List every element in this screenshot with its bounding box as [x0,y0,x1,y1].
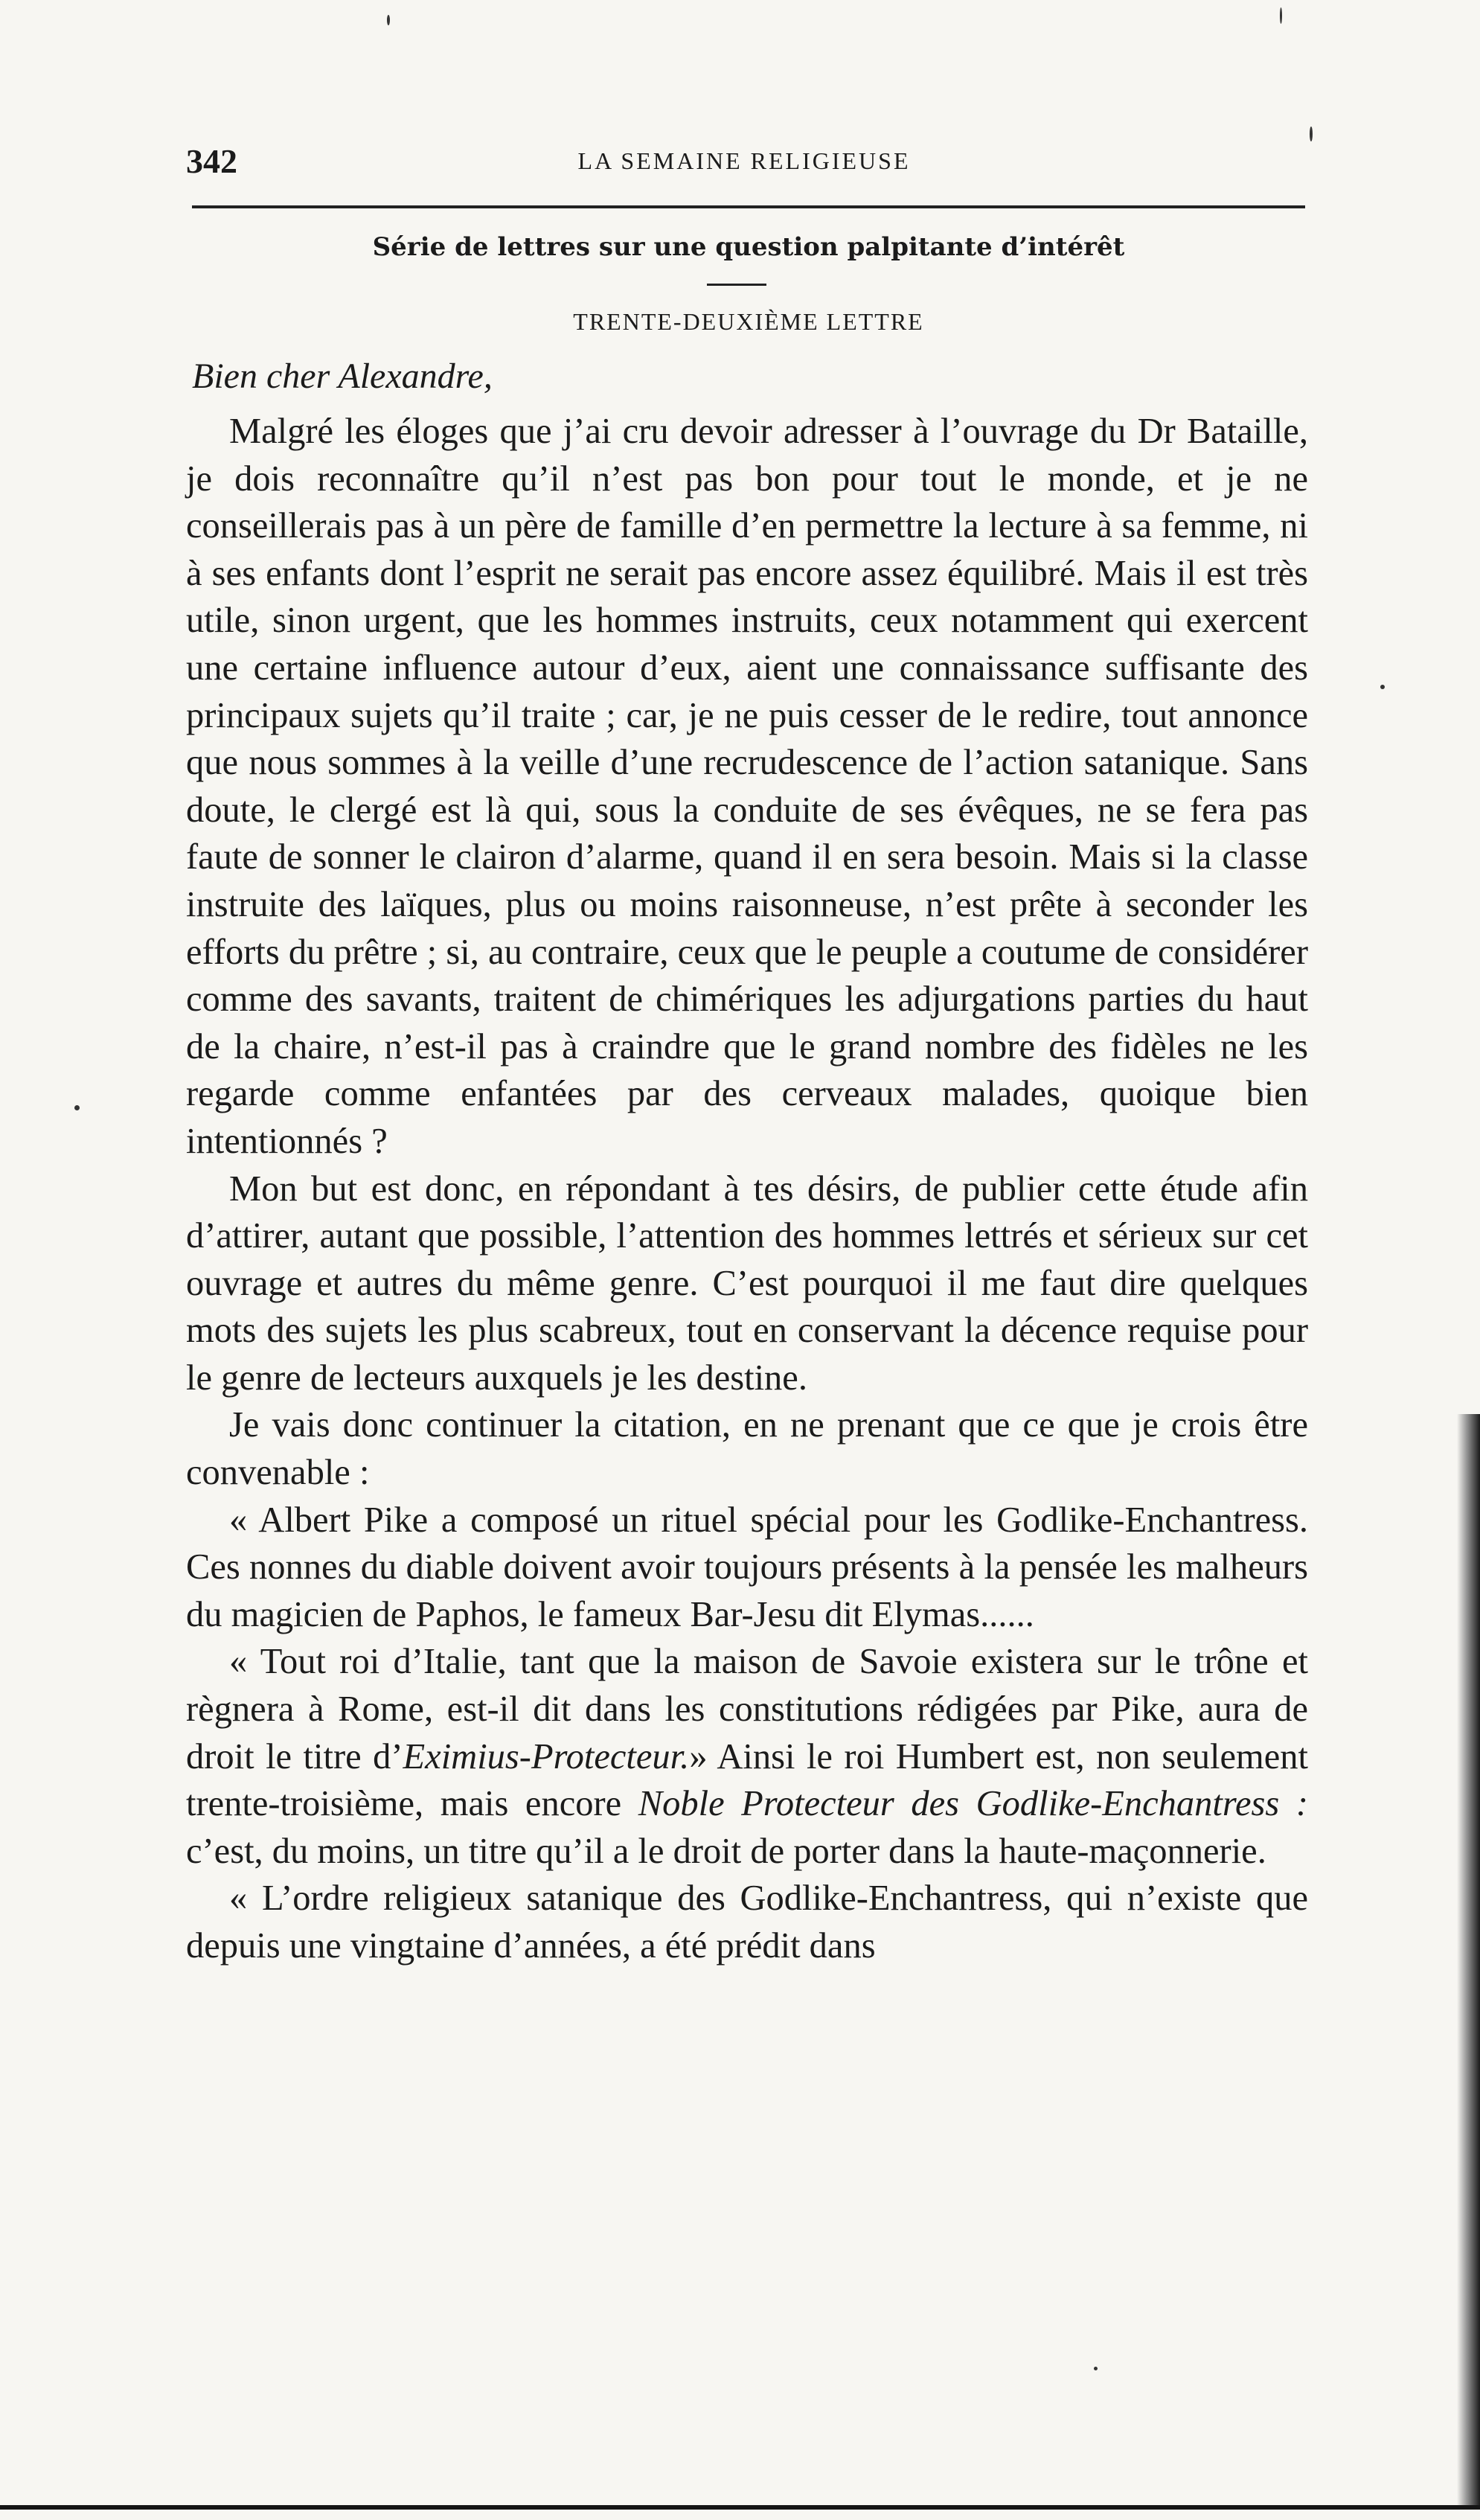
running-head [186,141,1302,186]
paragraph-5-italic-title: Eximius-Protecteur. [403,1736,690,1777]
header-rule [192,205,1305,208]
scan-speck [1380,685,1385,689]
paragraph-5 [186,1638,1308,1875]
salutation: Bien cher Alexandre, [192,356,493,396]
series-title: Série de lettres sur une question palpitante d’intérêt [372,232,1125,262]
paragraph-5-text-before: « Tout roi d’Italie, tant que la maison de Savoie existera sur le trône et règnera à Rome, est-il dit dans les constitutions rédigées par Pike, aura de droit le titre d’ [186,1642,1308,1777]
paragraph-1: Malgré les éloges que j’ai cru devoir adresser à l’ouvrage du Dr Bataille, je dois reconnaître qu’il n’est pas bon pour tout le monde, et je ne conseillerais pas à un père de famille d’en permettre la lecture à sa femme, ni à ses enfants dont l’esprit ne serait pas encore assez équilibré. Mais il est très utile, sinon urgent, que les hommes instruits, ceux notamment qui exercent une certaine influence autour d’eux, aient une connaissance suffisante des principaux sujets qu’il traite ; car, je ne puis cesser de le redire, tout annonce que nous sommes à la veille d’une recrudescence de l’action satanique. Sans doute, le clergé est là qui, sous la conduite de ses évêques, ne se fera pas faute de sonner le clairon d’alarme, quand il en sera besoin. Mais si la classe instruite des laïques, plus ou moins raisonneuse, n’est prête à seconder les efforts du prêtre ; si, au contraire, ceux que le peuple a coutume de considérer comme des savants, traitent de chimériques les adjurgations parties du haut de la chaire, n’est-il pas à craindre que le grand nombre des fidèles ne les regarde comme enfantées par des cerveaux malades, quoique bien intentionnés ? [186,412,1308,1161]
paragraph-5-text-middle: » Ainsi le roi Humbert est, non seulement trente-troisième, mais encore [186,1736,1308,1824]
paragraph-5-text-after: c’est, du moins, un titre qu’il a le droit de porter dans la haute-maçonnerie. [186,1831,1266,1871]
scan-speck [74,1105,80,1110]
scan-speck [1094,2367,1098,2370]
paragraph-5-italic-phrase: Noble Protecteur des Godlike-Enchantress : [638,1784,1308,1824]
paragraph-2: Mon but est donc, en répondant à tes désirs, de publier cette étude afin d’attirer, autant que possible, l’attention des hommes lettrés et sérieux sur cet ouvrage et autres du même genre. C’est pourquoi il me faut dire quelques mots des sujets les plus scabreux, tout en conservant la décence requise pour le genre de lecteurs auxquels je les destine. [186,1168,1308,1398]
paragraph-4: « Albert Pike a composé un rituel spécial pour les Godlike-Enchantress. Ces nonnes du diable doivent avoir toujours présents à la pensée les malheurs du magicien de Paphos, le fameux Bar-Jesu dit Elymas...... [186,1500,1308,1634]
scan-speck [1280,7,1282,24]
letter-body [186,408,1308,1970]
paragraph-3: Je vais donc continuer la citation, en ne prenant que ce que je crois être convenable : [186,1405,1308,1493]
scan-speck [1310,127,1313,141]
paragraph-6: « L’ordre religieux satanique des Godlike-Enchantress, qui n’existe que depuis une vingtaine d’années, a été prédit dans [186,1878,1308,1966]
letter-heading: TRENTE-DEUXIÈME LETTRE [573,308,924,335]
section-divider [707,284,766,286]
scan-edge-shadow [1457,1414,1480,2508]
running-title: LA SEMAINE RELIGIEUSE [577,147,911,174]
scan-speck [387,15,390,25]
bottom-scan-border [0,2505,1480,2510]
page-number: 342 [186,142,237,180]
